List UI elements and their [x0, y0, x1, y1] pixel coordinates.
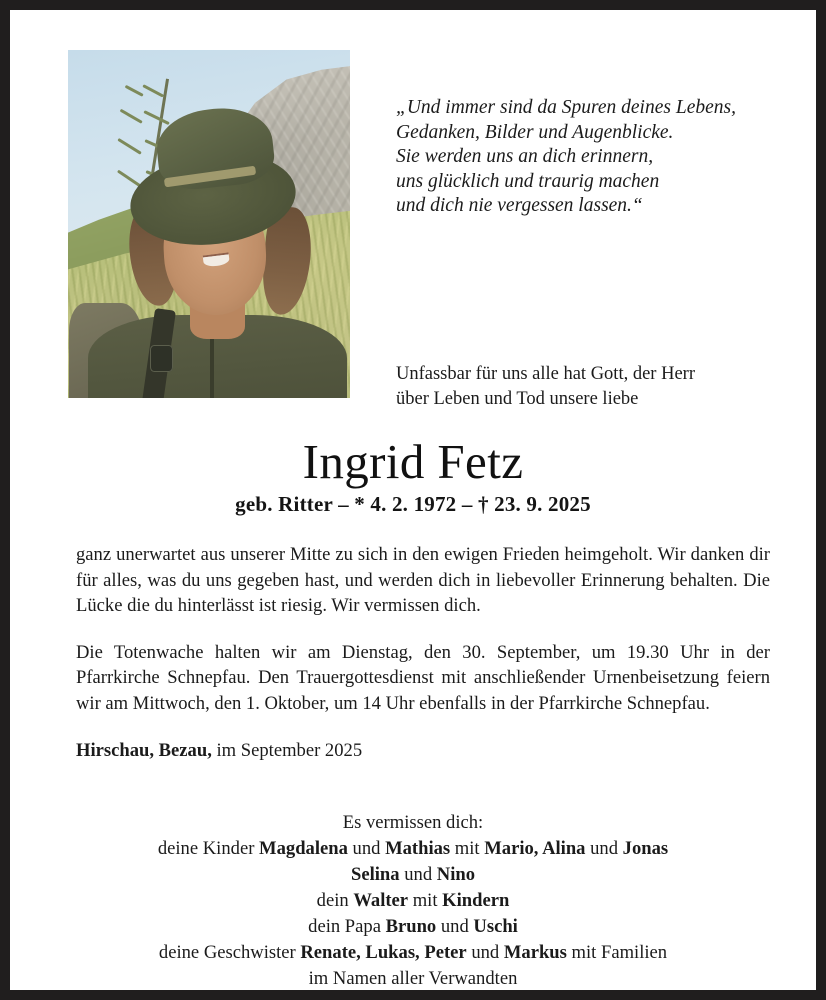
- place-name: Hirschau, Bezau,: [76, 739, 212, 761]
- quote-line: Sie werden uns an dich erinnern,: [396, 146, 654, 167]
- intro-line: über Leben und Tod unsere liebe: [396, 389, 639, 409]
- quote-line: und dich nie vergessen lassen.“: [396, 195, 643, 216]
- photo-smile: [203, 252, 231, 267]
- mourner-connector: und: [399, 864, 437, 885]
- paragraph-service-details: Die Totenwache halten wir am Dienstag, den 30. September, um 19.30 Uhr in der Pfarrkirche Schnepfau. Den Trauergottesdienst mit anschließender Urnenbeisetzung feiern wir am Mittwoch, den 1. Oktober, um 14 Uhr ebenfalls in der Pfarrkirche Schnepfau.: [76, 641, 770, 714]
- name-block: [10, 434, 816, 517]
- memorial-quote: [396, 96, 796, 219]
- intro-text: [396, 362, 796, 412]
- top-section: [10, 10, 816, 409]
- deceased-name: Ingrid Fetz: [302, 434, 524, 489]
- mourner-connector: und: [585, 838, 623, 859]
- mourner-name: Magdalena: [259, 838, 348, 859]
- mourner-name: Renate, Lukas, Peter: [300, 942, 467, 963]
- mourner-line: [10, 940, 816, 966]
- mourner-connector: und: [347, 838, 386, 859]
- mourner-name: Mathias: [385, 838, 451, 859]
- photo-strap-buckle: [150, 345, 173, 372]
- mourner-connector: und: [466, 942, 504, 963]
- mourner-line: [10, 914, 816, 940]
- intro-line: Unfassbar für uns alle hat Gott, der Herr: [396, 364, 695, 384]
- mourner-name: Markus: [503, 942, 567, 963]
- mourner-name: Selina: [351, 864, 400, 885]
- mourner-connector: mit Familien: [566, 942, 668, 963]
- paragraph-remembrance: ganz unerwartet aus unserer Mitte zu sich in den ewigen Frieden heimgeholt. Wir danken dir für alles, was du uns gegeben hast, und werden dich in liebevoller Erinnerung behalten. Die Lücke die du hinterlässt ist riesig. Wir vermissen dich.: [76, 544, 770, 617]
- tree-branch: [142, 84, 164, 97]
- mourner-connector: deine Kinder: [157, 838, 260, 859]
- mourner-connector: dein Papa: [308, 916, 386, 937]
- photo-person: [102, 106, 333, 398]
- mourners-list: [10, 836, 816, 992]
- tree-branch: [125, 85, 144, 97]
- mourner-connector: mit: [450, 838, 485, 859]
- mourner-name: Walter: [353, 890, 409, 911]
- mourner-line: [10, 862, 816, 888]
- mourners-section: [10, 810, 816, 992]
- mourner-connector: mit: [408, 890, 443, 911]
- mourner-connector: dein: [316, 890, 354, 911]
- portrait-photo-image: [68, 50, 350, 398]
- birth-death-dates: geb. Ritter – * 4. 2. 1972 – † 23. 9. 2025: [235, 492, 591, 516]
- mourner-name: Uschi: [473, 916, 518, 937]
- place-month-year: im September 2025: [211, 739, 363, 761]
- quote-line: uns glücklich und traurig machen: [396, 170, 660, 192]
- place-and-date-line: [76, 738, 770, 764]
- body-text: [76, 542, 770, 763]
- mourner-connector: deine Geschwister: [158, 942, 301, 963]
- mourners-heading: Es vermissen dich:: [342, 812, 484, 833]
- mourner-name: Nino: [436, 864, 475, 885]
- notice-inner: [10, 10, 816, 990]
- mourner-line: [10, 966, 816, 992]
- mourner-line: [10, 836, 816, 862]
- quote-line: Gedanken, Bilder und Augenblicke.: [396, 121, 674, 143]
- mourner-name: Kindern: [442, 890, 510, 911]
- mourner-line: [10, 888, 816, 914]
- mourner-name: Bruno: [385, 916, 437, 937]
- quote-line: „Und immer sind da Spuren deines Lebens,: [396, 97, 736, 118]
- mourner-connector: im Namen aller Verwandten: [308, 968, 518, 989]
- mourner-name: Jonas: [622, 838, 669, 859]
- mourner-name: Mario, Alina: [484, 838, 586, 859]
- mourner-connector: und: [436, 916, 474, 937]
- portrait-photo: [68, 50, 350, 398]
